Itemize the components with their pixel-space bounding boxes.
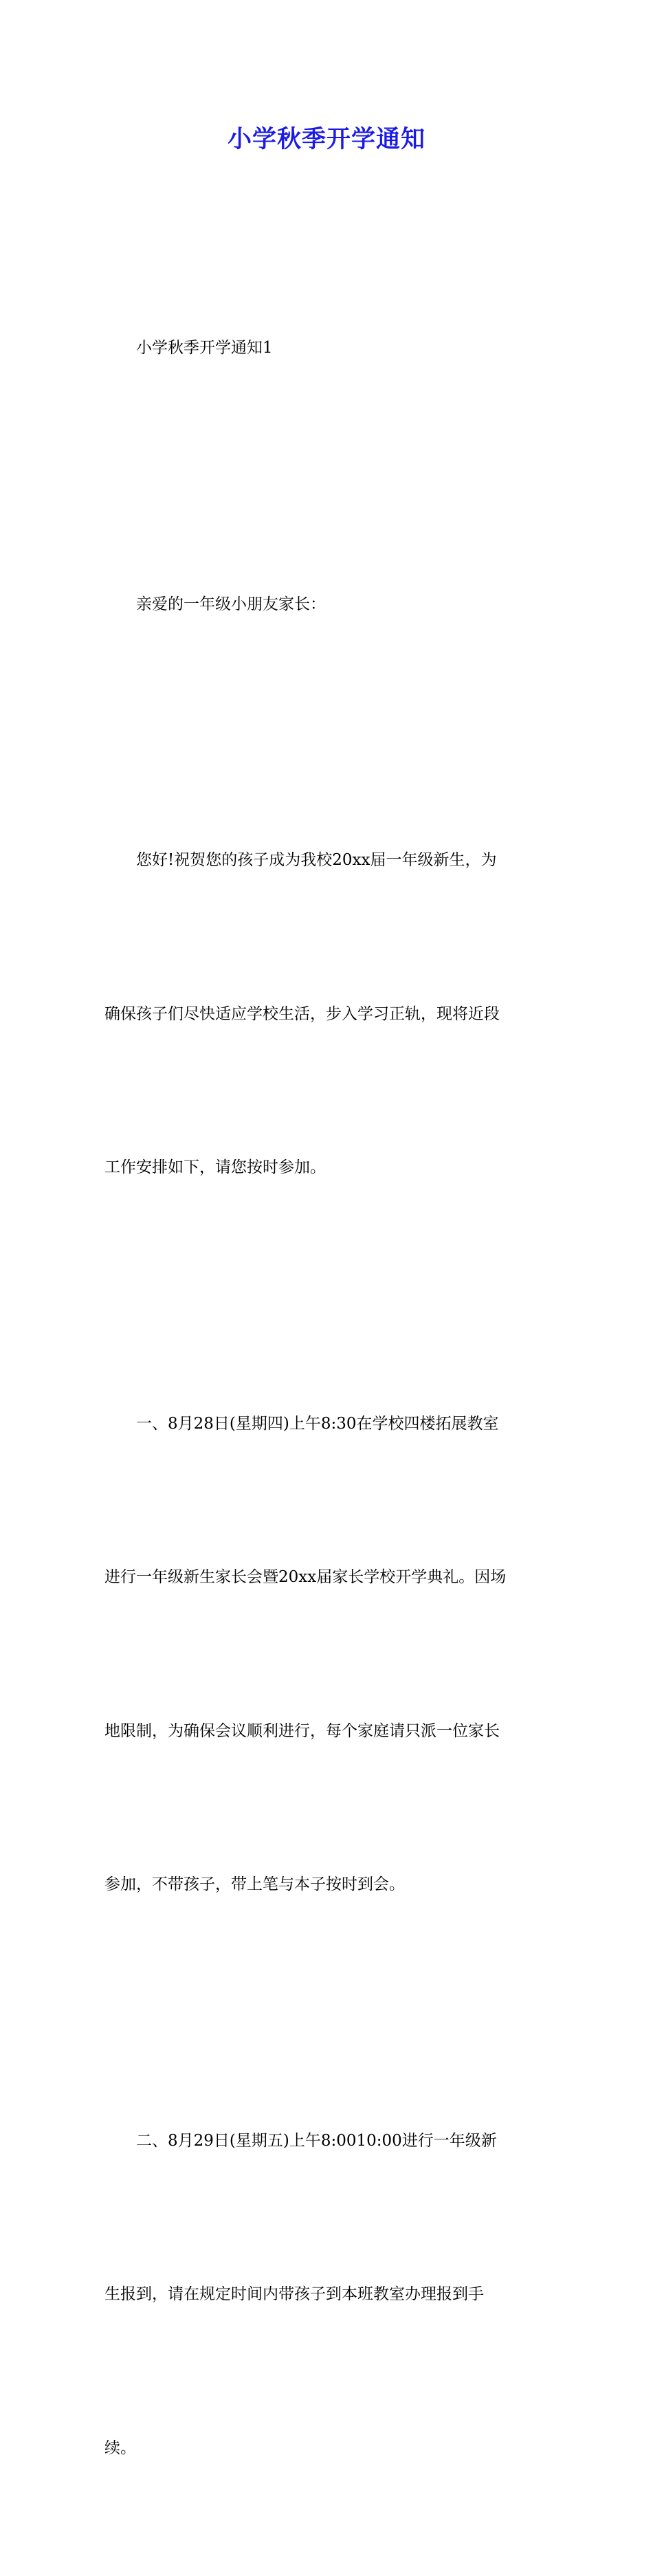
paragraph-line: 参加，不带孩子，带上笔与本子按时到会。 — [104, 1859, 558, 1911]
paragraph-line: 一、8月28日(星期四)上午8:30在学校四楼拓展教室 — [104, 1398, 558, 1450]
paragraph-line: 工作安排如下，请您按时参加。 — [104, 1142, 558, 1193]
paragraph-heading — [104, 220, 558, 476]
paragraph-line: 生报到，请在规定时间内带孩子到本班教室办理报到手 — [104, 2269, 558, 2320]
paragraph-line: 亲爱的一年级小朋友家长： — [104, 579, 558, 630]
paragraph-line: 地限制，为确保会议顺利进行，每个家庭请只派一位家长 — [104, 1706, 558, 1757]
document-title: 小学秋季开学通知 — [0, 122, 653, 157]
paragraph-line: 二、8月29日(星期五)上午8:0010:00进行一年级新 — [104, 2115, 558, 2167]
paragraph-line: 您好!祝贺您的孩子成为我校20xx届一年级新生，为 — [104, 835, 558, 886]
paragraph-line: 确保孩子们尽快适应学校生活，步入学习正轨，现将近段 — [104, 989, 558, 1040]
paragraph-item-one — [104, 1296, 558, 2013]
paragraph-salutation — [104, 476, 558, 733]
document-page — [0, 0, 653, 924]
paragraph-line: 小学秋季开学通知1 — [104, 322, 558, 374]
paragraph-line: 续。 — [104, 2423, 558, 2474]
paragraph-item-two — [104, 2013, 558, 2576]
document-body — [104, 220, 558, 2576]
paragraph-line: 进行一年级新生家长会暨20xx届家长学校开学典礼。因场 — [104, 1552, 558, 1603]
paragraph-greeting — [104, 732, 558, 1296]
